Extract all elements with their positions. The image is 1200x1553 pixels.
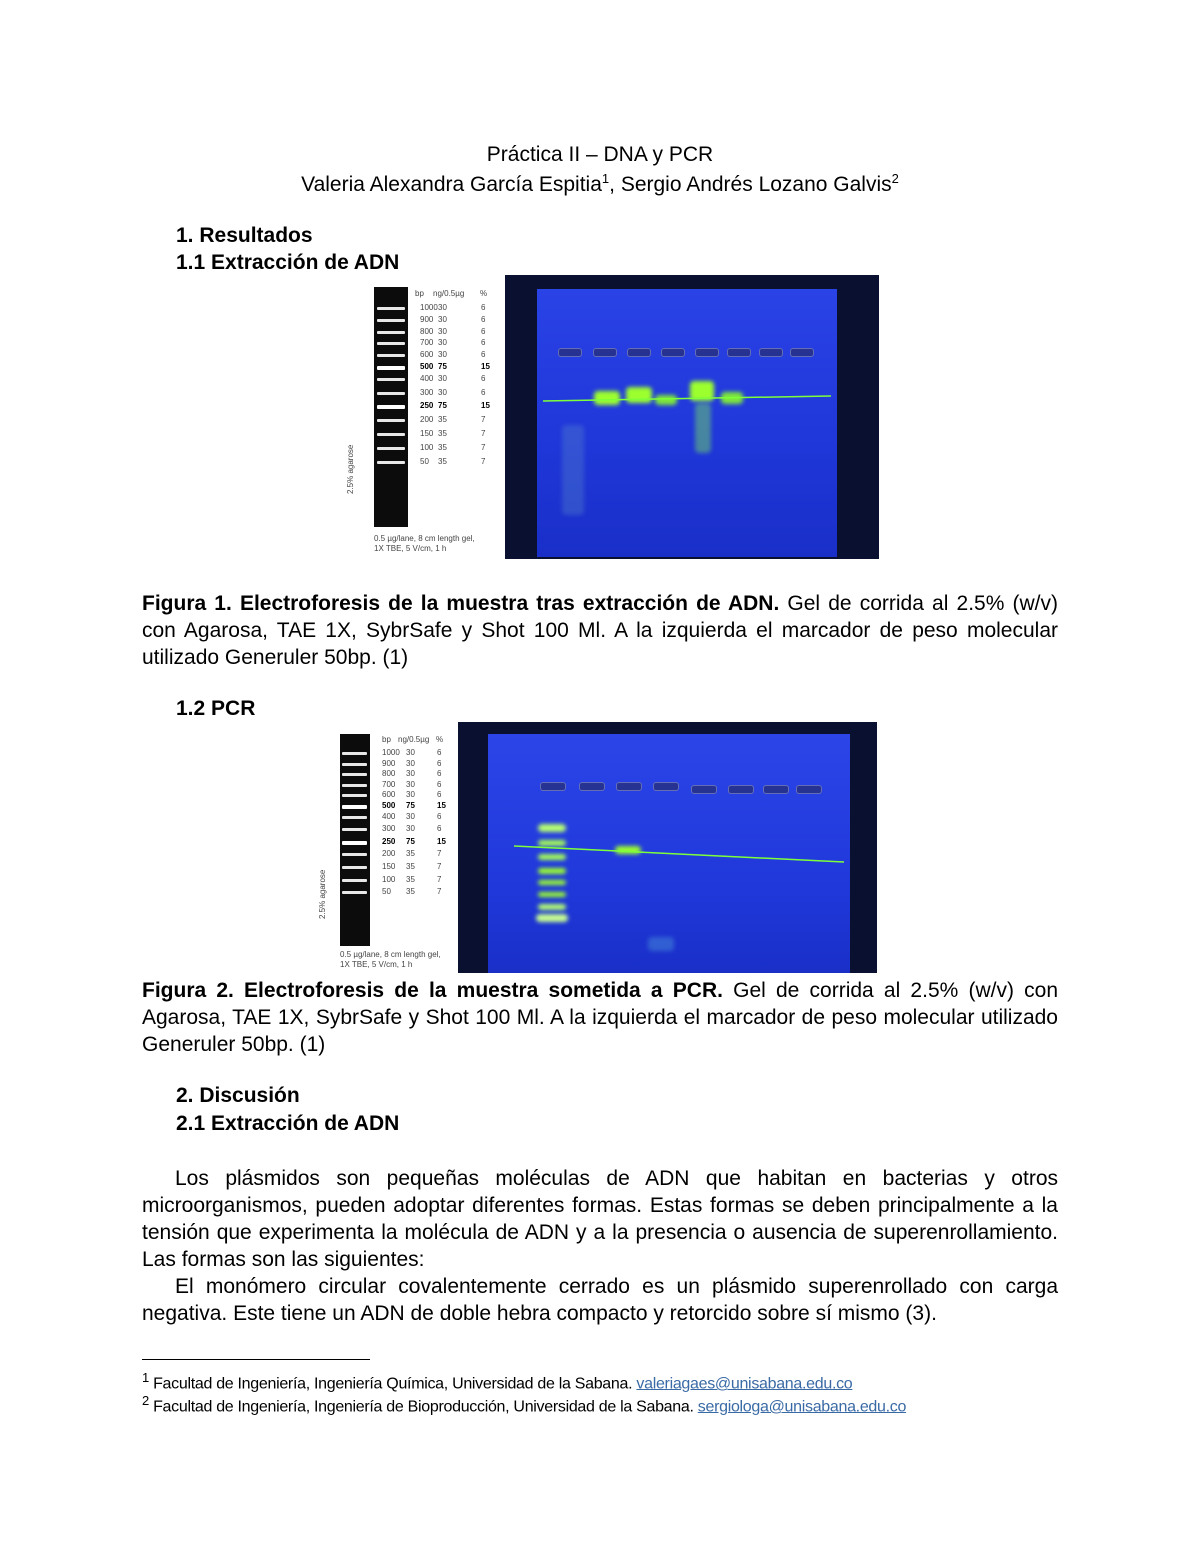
ladder-band bbox=[377, 433, 405, 436]
ladder-band bbox=[342, 853, 367, 856]
ladder-bp-label: 150 bbox=[420, 429, 434, 438]
footnote-1-email-link[interactable]: valeriagaes@unisabana.edu.co bbox=[636, 1375, 853, 1393]
page-title: Práctica II – DNA y PCR bbox=[486, 143, 714, 166]
section-2-heading: 2. Discusión bbox=[176, 1084, 300, 1107]
ladder-bp-label: 1000 bbox=[382, 748, 400, 757]
author-separator: , bbox=[609, 173, 621, 196]
ladder-bp-label: 250 bbox=[420, 401, 434, 411]
author-2: Sergio Andrés Lozano Galvis bbox=[620, 173, 892, 196]
ladder-pct-label: 15 bbox=[481, 401, 490, 411]
figure-2-text: Gel de corrida al 2.5% (w/v) con Agarosa, TAE 1X, SybrSafe y Shot 100 Ml. A la izquierda el marcador de peso molecular utilizado Generuler 50bp. (1) bbox=[142, 979, 1058, 1056]
ladder-marker-figure-1 bbox=[346, 276, 498, 559]
ladder-bp-label: 400 bbox=[420, 373, 434, 383]
ladder-band bbox=[377, 366, 405, 370]
ladder-head-ng: ng/0.5µg bbox=[433, 289, 465, 298]
ladder-pct-label: 7 bbox=[481, 415, 486, 425]
ladder-bp-label: 150 bbox=[382, 862, 396, 871]
ladder-ng-label: 30 bbox=[406, 790, 415, 800]
ladder-pct-label: 7 bbox=[437, 874, 442, 884]
ladder-marker-figure-2 bbox=[318, 724, 456, 972]
ladder-pct-label: 15 bbox=[481, 362, 490, 371]
discussion-paragraph-2: El monómero circular covalentemente cerrado es un plásmido superenrollado con carga negativa. Este tiene un ADN de doble hebra compacto y retorcido sobre sí mismo (3). bbox=[142, 1275, 1058, 1325]
ladder-bp-label: 100 bbox=[420, 442, 434, 452]
ladder-ng-label: 30 bbox=[438, 303, 447, 312]
ladder-bp-label: 700 bbox=[420, 338, 434, 348]
ladder-ng-label: 30 bbox=[438, 373, 447, 383]
ladder-band bbox=[377, 319, 405, 322]
figure-2-caption bbox=[142, 977, 1058, 1058]
figure-1-label: Figura 1. Electroforesis de la muestra tras extracción de ADN. bbox=[142, 592, 780, 615]
ladder-ng-label: 30 bbox=[406, 811, 415, 821]
ladder-ng-label: 30 bbox=[406, 769, 415, 779]
ladder-pct-label: 6 bbox=[481, 387, 486, 397]
ladder-pct-label: 6 bbox=[437, 758, 442, 768]
ladder-bp-label: 700 bbox=[382, 779, 396, 789]
footnote-2 bbox=[142, 1390, 906, 1418]
footnote-2-text: Facultad de Ingeniería, Ingeniería de Bioproducción, Universidad de la Sabana. bbox=[148, 1398, 698, 1416]
ladder-bp-label: 200 bbox=[382, 849, 396, 859]
ladder-ng-label: 30 bbox=[406, 748, 415, 757]
footnote-1-mark: 1 bbox=[142, 1370, 149, 1385]
ladder-pct-label: 6 bbox=[481, 303, 486, 312]
ladder-ng-label: 75 bbox=[438, 401, 447, 411]
ladder-pct-label: 6 bbox=[437, 811, 442, 821]
gel-reference-line bbox=[505, 275, 879, 559]
ladder-ng-label: 30 bbox=[438, 338, 447, 348]
ladder-pct-label: 7 bbox=[481, 456, 486, 466]
ladder-ng-label: 75 bbox=[406, 836, 415, 846]
ladder-side-label: 2.5% agarose bbox=[346, 444, 355, 494]
ladder-pct-label: 15 bbox=[437, 836, 446, 846]
ladder-ng-label: 35 bbox=[438, 415, 447, 425]
section-2-1-heading: 2.1 Extracción de ADN bbox=[176, 1112, 400, 1135]
ladder-ng-label: 35 bbox=[438, 442, 447, 452]
ladder-pct-label: 6 bbox=[481, 314, 486, 324]
footnote-divider bbox=[142, 1359, 370, 1360]
ladder-ng-label: 35 bbox=[406, 874, 415, 884]
gel-photo-figure-2 bbox=[458, 722, 877, 973]
gel-reference-line bbox=[458, 722, 877, 973]
footnote-2-email-link[interactable]: sergiologa@unisabana.edu.co bbox=[697, 1398, 907, 1416]
ladder-bp-label: 800 bbox=[420, 326, 434, 336]
ladder-bp-label: 250 bbox=[382, 836, 396, 846]
ladder-bp-label: 800 bbox=[382, 769, 396, 779]
ladder-band bbox=[342, 763, 367, 766]
ladder-band bbox=[342, 879, 367, 882]
ladder-band bbox=[342, 794, 367, 797]
ladder-foot-2: 1X TBE, 5 V/cm, 1 h bbox=[340, 960, 413, 969]
ladder-bp-label: 50 bbox=[420, 456, 429, 466]
ladder-pct-label: 6 bbox=[481, 350, 486, 360]
ladder-ng-label: 30 bbox=[438, 326, 447, 336]
ladder-ng-label: 30 bbox=[438, 314, 447, 324]
ladder-band bbox=[342, 816, 367, 819]
ladder-bp-label: 900 bbox=[382, 758, 396, 768]
ladder-band bbox=[342, 866, 367, 869]
ladder-pct-label: 6 bbox=[437, 824, 442, 834]
ladder-band bbox=[377, 419, 405, 422]
ladder-bp-label: 600 bbox=[420, 350, 434, 360]
ladder-ng-label: 30 bbox=[438, 350, 447, 360]
ladder-bp-label: 300 bbox=[382, 824, 396, 834]
ladder-ng-label: 30 bbox=[406, 779, 415, 789]
ladder-foot-1: 0.5 µg/lane, 8 cm length gel, bbox=[340, 950, 441, 959]
author-1: Valeria Alexandra García Espitia bbox=[301, 173, 602, 196]
ladder-pct-label: 6 bbox=[481, 373, 486, 383]
ladder-band bbox=[342, 773, 367, 776]
author-1-mark: 1 bbox=[601, 171, 610, 186]
ladder-ng-label: 35 bbox=[406, 887, 415, 897]
ladder-bp-label: 900 bbox=[420, 314, 434, 324]
author-2-mark: 2 bbox=[891, 171, 899, 186]
ladder-bp-label: 600 bbox=[382, 790, 396, 800]
ladder-head-pct: % bbox=[436, 735, 444, 744]
ladder-pct-label: 6 bbox=[437, 790, 442, 800]
ladder-band bbox=[377, 354, 405, 357]
ladder-ng-label: 30 bbox=[406, 758, 415, 768]
ladder-pct-label: 6 bbox=[481, 326, 486, 336]
ladder-bp-label: 500 bbox=[420, 362, 434, 371]
ladder-band bbox=[377, 447, 405, 450]
ladder-foot-2: 1X TBE, 5 V/cm, 1 h bbox=[374, 544, 447, 553]
ladder-ng-label: 35 bbox=[406, 862, 415, 871]
section-1-2-heading: 1.2 PCR bbox=[176, 697, 256, 720]
ladder-ng-label: 35 bbox=[438, 456, 447, 466]
ladder-bp-label: 1000 bbox=[420, 303, 438, 312]
ladder-band bbox=[377, 307, 405, 310]
ladder-head-bp: bp bbox=[415, 289, 424, 298]
authors bbox=[0, 171, 1200, 197]
ladder-bp-label: 50 bbox=[382, 887, 391, 897]
figure-1-text: Gel de corrida al 2.5% (w/v) con Agarosa, TAE 1X, SybrSafe y Shot 100 Ml. A la izquierda el marcador de peso molecular utilizado Generuler 50bp. (1) bbox=[142, 592, 1058, 669]
ladder-bp-label: 400 bbox=[382, 811, 396, 821]
ladder-band bbox=[342, 805, 367, 809]
ladder-band bbox=[377, 461, 405, 464]
ladder-pct-label: 6 bbox=[437, 748, 442, 757]
figure-2-label: Figura 2. Electroforesis de la muestra sometida a PCR. bbox=[142, 979, 723, 1002]
ladder-band bbox=[377, 378, 405, 381]
ladder-head-bp: bp bbox=[382, 735, 391, 744]
ladder-bp-label: 500 bbox=[382, 801, 396, 810]
ladder-bp-label: 200 bbox=[420, 415, 434, 425]
ladder-side-label: 2.5% agarose bbox=[318, 869, 327, 919]
ladder-band bbox=[377, 392, 405, 395]
footnote-2-mark: 2 bbox=[142, 1393, 149, 1408]
ladder-pct-label: 6 bbox=[437, 769, 442, 779]
ladder-ng-label: 75 bbox=[406, 801, 415, 810]
ladder-pct-label: 6 bbox=[437, 779, 442, 789]
discussion-paragraph-1: Los plásmidos son pequeñas moléculas de ADN que habitan en bacterias y otros microorganismos, pueden adoptar diferentes formas. Estas formas se deben principalmente a la tensión que experimenta la molécula de ADN y a la presencia o ausencia de superenrollamiento. Las formas son las siguientes: bbox=[142, 1167, 1058, 1271]
ladder-band bbox=[377, 342, 405, 345]
ladder-bp-label: 100 bbox=[382, 874, 396, 884]
ladder-band bbox=[342, 828, 367, 831]
ladder-band bbox=[377, 331, 405, 334]
ladder-pct-label: 6 bbox=[481, 338, 486, 348]
ladder-ng-label: 30 bbox=[406, 824, 415, 834]
ladder-ng-label: 35 bbox=[406, 849, 415, 859]
ladder-band bbox=[342, 891, 367, 894]
ladder-pct-label: 7 bbox=[481, 442, 486, 452]
gel-photo-figure-1 bbox=[505, 275, 879, 559]
ladder-band bbox=[342, 841, 367, 845]
ladder-bp-label: 300 bbox=[420, 387, 434, 397]
ladder-head-pct: % bbox=[480, 289, 488, 298]
ladder-ng-label: 30 bbox=[438, 387, 447, 397]
ladder-head-ng: ng/0.5µg bbox=[398, 735, 430, 744]
ladder-ng-label: 35 bbox=[438, 429, 447, 438]
section-1-1-heading: 1.1 Extracción de ADN bbox=[176, 251, 400, 274]
footnote-1-text: Facultad de Ingeniería, Ingeniería Química, Universidad de la Sabana. bbox=[148, 1375, 637, 1393]
figure-1-caption bbox=[142, 590, 1058, 671]
ladder-foot-1: 0.5 µg/lane, 8 cm length gel, bbox=[374, 534, 475, 543]
ladder-ng-label: 75 bbox=[438, 362, 447, 371]
section-1-heading: 1. Resultados bbox=[176, 224, 313, 247]
ladder-pct-label: 15 bbox=[437, 801, 446, 810]
ladder-pct-label: 7 bbox=[481, 429, 486, 438]
ladder-band bbox=[342, 752, 367, 755]
ladder-pct-label: 7 bbox=[437, 887, 442, 897]
ladder-pct-label: 7 bbox=[437, 849, 442, 859]
ladder-pct-label: 7 bbox=[437, 862, 442, 871]
ladder-band bbox=[377, 405, 405, 409]
ladder-band bbox=[342, 784, 367, 787]
